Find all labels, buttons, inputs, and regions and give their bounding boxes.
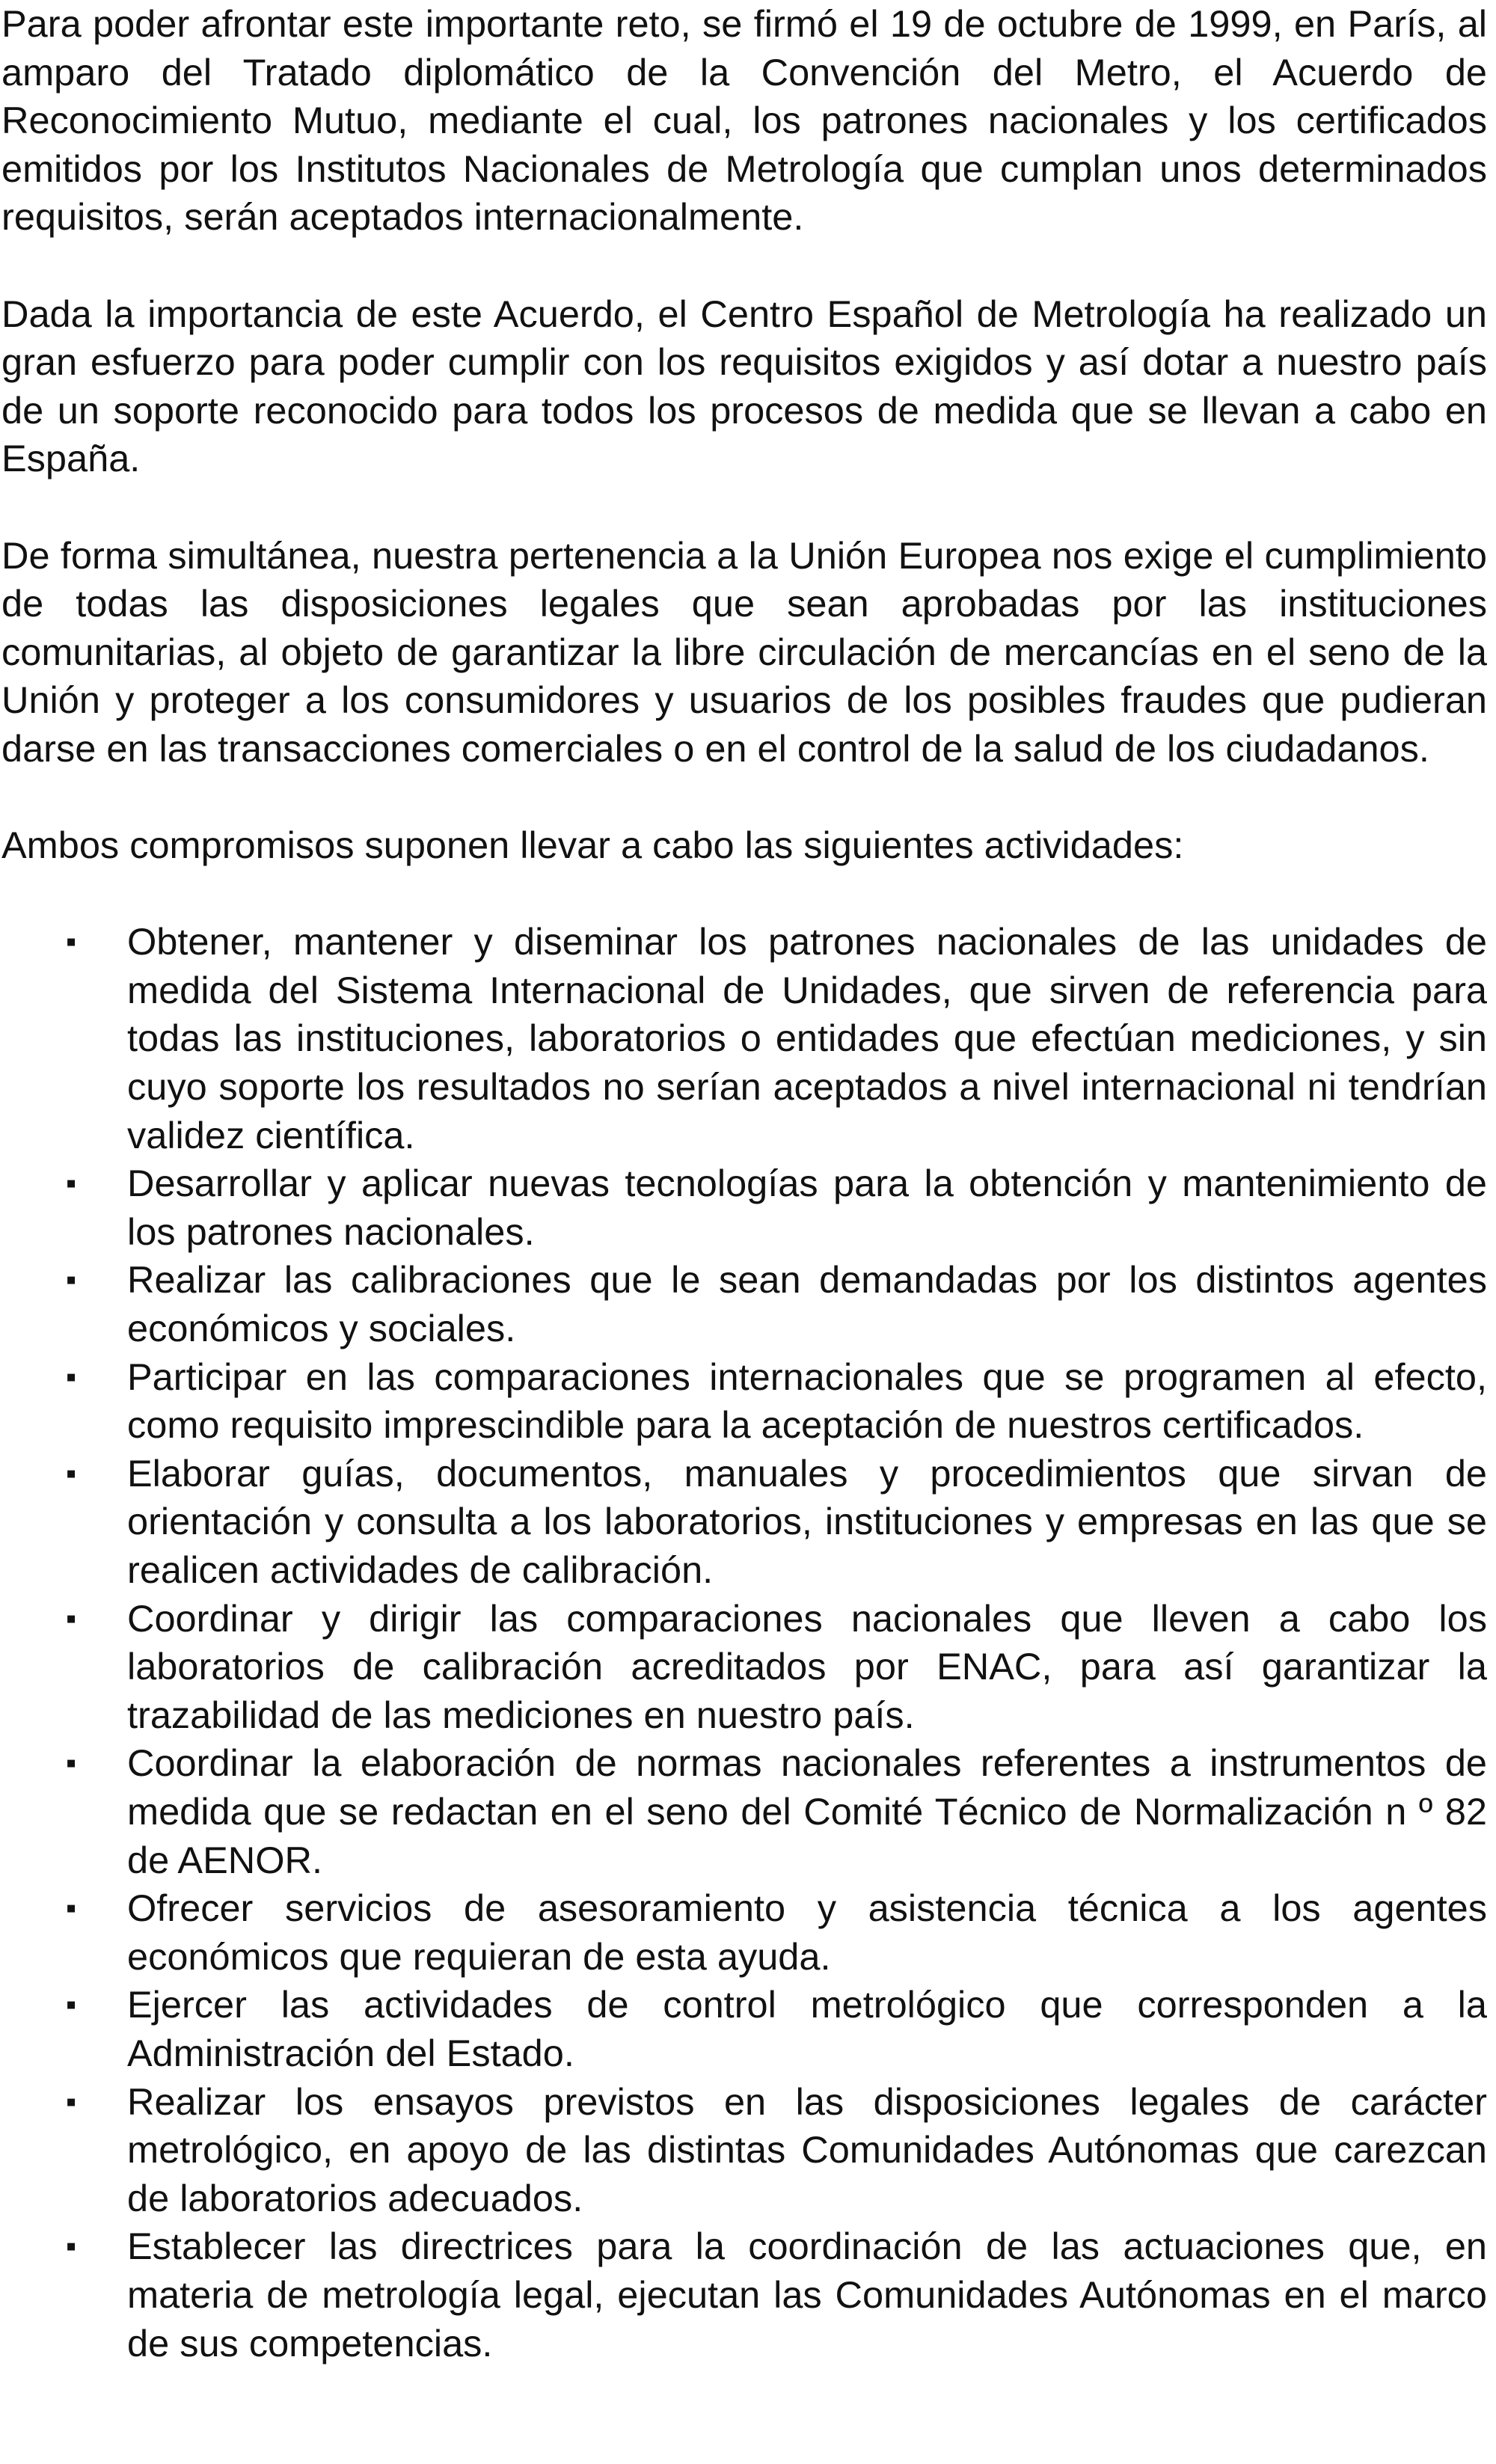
- list-item-text: Desarrollar y aplicar nuevas tecnologías para la obtención y mantenimiento de los patrones nacionales.: [127, 1162, 1487, 1253]
- paragraph-acuerdo-reconocimiento: Para poder afrontar este importante reto, se firmó el 19 de octubre de 1999, en París, al amparo del Tratado diplomático de la Convención del Metro, el Acuerdo de Reconocimiento Mutuo, mediante el cual, los patrones nacionales y los certificados emitidos por los Institutos Nacionales de Metrología que cumplan unos determinados requisitos, serán aceptados internacionalmente.: [1, 2, 1487, 239]
- list-item: [1, 2222, 1487, 2368]
- list-item: [1, 1159, 1487, 1256]
- list-item-text: Establecer las directrices para la coordinación de las actuaciones que, en materia de metrología legal, ejecutan las Comunidades Autónomas en el marco de sus competencias.: [127, 2225, 1487, 2365]
- list-item: [1, 1739, 1487, 1884]
- list-item-text: Obtener, mantener y diseminar los patrones nacionales de las unidades de medida del Sistema Internacional de Unidades, que sirven de referencia para todas las instituciones, laboratorios o entidades que efectúan mediciones, y sin cuyo soporte los resultados no serían aceptados a nivel internacional ni tendrían validez científica.: [127, 920, 1487, 1156]
- list-item: [1, 918, 1487, 1159]
- square-bullet-icon: ▪: [66, 1167, 77, 1201]
- list-item: [1, 1981, 1487, 2077]
- square-bullet-icon: ▪: [66, 1263, 77, 1297]
- paragraph-importancia-acuerdo: Dada la importancia de este Acuerdo, el Centro Español de Metrología ha realizado un gran esfuerzo para poder cumplir con los requisitos exigidos y así dotar a nuestro país de un soporte reconocido para todos los procesos de medida que se llevan a cabo en España.: [1, 292, 1487, 480]
- list-item: [1, 2078, 1487, 2223]
- list-item-text: Participar en las comparaciones internacionales que se programen al efecto, como requisito imprescindible para la aceptación de nuestros certificados.: [127, 1355, 1487, 1447]
- square-bullet-icon: ▪: [66, 1892, 77, 1925]
- list-item-text: Ofrecer servicios de asesoramiento y asistencia técnica a los agentes económicos que requieran de esta ayuda.: [127, 1887, 1487, 1978]
- list-item: [1, 1353, 1487, 1450]
- square-bullet-icon: ▪: [66, 2230, 77, 2264]
- square-bullet-icon: ▪: [66, 1602, 77, 1635]
- paragraph-union-europea: De forma simultánea, nuestra pertenencia a la Unión Europea nos exige el cumplimiento de todas las disposiciones legales que sean aprobadas por las instituciones comunitarias, al objeto de garantizar la libre circulación de mercancías en el seno de la Unión y proteger a los consumidores y usuarios de los posibles fraudes que pudieran darse en las transacciones comerciales o en el control de la salud de los ciudadanos.: [1, 533, 1487, 770]
- list-item-text: Realizar las calibraciones que le sean demandadas por los distintos agentes económicos y sociales.: [127, 1258, 1487, 1350]
- list-item: [1, 1450, 1487, 1595]
- list-item-text: Coordinar y dirigir las comparaciones nacionales que lleven a cabo los laboratorios de calibración acreditados por ENAC, para así garantizar la trazabilidad de las mediciones en nuestro país.: [127, 1596, 1487, 1736]
- activities-list: [1, 918, 1487, 2368]
- list-item-text: Ejercer las actividades de control metrológico que corresponden a la Administración del Estado.: [127, 1983, 1487, 2074]
- square-bullet-icon: ▪: [66, 1456, 77, 1490]
- list-item-text: Coordinar la elaboración de normas nacionales referentes a instrumentos de medida que se redactan en el seno del Comité Técnico de Normalización n º 82 de AENOR.: [127, 1741, 1487, 1881]
- square-bullet-icon: ▪: [66, 1360, 77, 1394]
- list-intro: Ambos compromisos suponen llevar a cabo las siguientes actividades:: [1, 824, 1184, 867]
- list-item-text: Realizar los ensayos previstos en las disposiciones legales de carácter metrológico, en apoyo de las distintas Comunidades Autónomas que carezcan de laboratorios adecuados.: [127, 2080, 1487, 2219]
- list-item: [1, 1595, 1487, 1740]
- list-item: [1, 1256, 1487, 1352]
- square-bullet-icon: ▪: [66, 1988, 77, 2022]
- list-item: [1, 1884, 1487, 1981]
- square-bullet-icon: ▪: [66, 2085, 77, 2118]
- square-bullet-icon: ▪: [66, 925, 77, 959]
- square-bullet-icon: ▪: [66, 1747, 77, 1780]
- list-item-text: Elaborar guías, documentos, manuales y procedimientos que sirvan de orientación y consulta a los laboratorios, instituciones y empresas en las que se realicen actividades de calibración.: [127, 1451, 1487, 1591]
